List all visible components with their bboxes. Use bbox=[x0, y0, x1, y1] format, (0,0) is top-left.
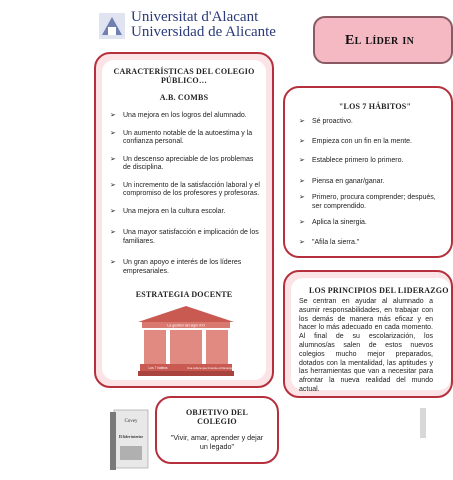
habits-title-text: "LOS 7 HÁBITOS" bbox=[338, 102, 412, 111]
characteristics-title-line2: PÚBLICO… bbox=[160, 76, 208, 85]
principles-panel-inner bbox=[291, 278, 451, 393]
characteristics-panel bbox=[94, 52, 274, 388]
characteristics-title-line1: CARACTERÍSTICAS DEL COLEGIO bbox=[113, 67, 255, 76]
temple-base-left-label: Los 7 hábitos bbox=[148, 365, 168, 370]
university-name-spanish: Universidad de Alicante bbox=[131, 24, 276, 40]
list-item: ➢ Empieza con un fin en la mente. bbox=[299, 138, 439, 147]
banner-title: El líder in bbox=[345, 33, 415, 48]
title-banner bbox=[313, 16, 453, 64]
principles-panel bbox=[283, 270, 453, 398]
objective-title-line2: COLEGIO bbox=[197, 417, 237, 426]
temple-pillar-center bbox=[170, 330, 202, 364]
habits-list bbox=[299, 118, 439, 256]
temple-pillar-left bbox=[144, 330, 166, 364]
cropped-graphic-edge bbox=[420, 408, 426, 438]
book-title: El líder interior bbox=[118, 435, 144, 439]
list-item: ➢ Establece primero lo primero. bbox=[299, 157, 439, 166]
book-cover-image bbox=[110, 408, 150, 470]
list-item: ➢ Un aumento notable de la autoestima y la confianza personal. bbox=[110, 130, 260, 147]
list-item: ➢ Aplica la sinergia. bbox=[299, 219, 439, 228]
characteristics-list bbox=[110, 112, 260, 276]
habits-title bbox=[325, 102, 425, 111]
principles-body: Se centran en ayudar al alumnado a asumir responsabilidades, en trabajar con los demás de manera más eficaz y en hacer lo más adecuado en cada momento. Al final de su escolarización, los alumnos/as salen de estos nuevos colegios mucho mejor preparados, dotados con la mentalidad, las aptitudes y las herramientas que van a necesitar para afrontar la nueva realidad del mundo actual. bbox=[299, 298, 433, 393]
list-item: ➢ Un incremento de la satisfacción laboral y el compromiso de los profesores y profesoras. bbox=[110, 182, 260, 199]
list-item: ➢ Un descenso apreciable de los problemas de disciplina. bbox=[110, 156, 260, 173]
strategy-temple-diagram bbox=[136, 304, 236, 378]
university-emblem-icon bbox=[99, 13, 125, 39]
temple-roof bbox=[138, 306, 234, 322]
list-item: ➢ Un gran apoyo e interés de los líderes empresariales. bbox=[110, 259, 260, 276]
book-author: Covey bbox=[124, 419, 138, 424]
list-item: ➢ Primero, procura comprender; después, ser comprendido. bbox=[299, 194, 439, 211]
temple-pillar-right bbox=[206, 330, 228, 364]
list-item: ➢ Una mejora en los logros del alumnado. bbox=[110, 112, 260, 121]
objective-title bbox=[157, 408, 277, 426]
habits-panel bbox=[283, 86, 453, 258]
list-item: ➢ Sé proactivo. bbox=[299, 118, 439, 127]
objective-title-line1: OBJETIVO DEL bbox=[185, 408, 249, 417]
characteristics-title bbox=[102, 67, 266, 85]
characteristics-panel-inner bbox=[102, 60, 266, 380]
characteristics-subtitle: A.B. COMBS bbox=[159, 93, 209, 102]
list-item: ➢ Una mayor satisfacción e implicación de los familiares. bbox=[110, 229, 260, 246]
strategy-title: ESTRATEGIA DOCENTE bbox=[135, 290, 233, 299]
principles-title: LOS PRINCIPIOS DEL LIDERAZGO bbox=[309, 286, 449, 295]
university-name-valencian: Universitat d'Alacant bbox=[131, 9, 259, 25]
temple-base-right-label: Una cultura que fomente el liderazgo bbox=[187, 365, 233, 370]
list-item: ➢ "Afila la sierra." bbox=[299, 239, 439, 248]
list-item: ➢ Piensa en ganar/ganar. bbox=[299, 178, 439, 187]
temple-top-label: La gestión del siglo XXI bbox=[167, 323, 205, 328]
university-logo[interactable] bbox=[131, 10, 276, 40]
list-item: ➢ Una mejora en la cultura escolar. bbox=[110, 208, 260, 217]
objective-panel bbox=[155, 396, 279, 464]
objective-quote: "Vivir, amar, aprender y dejar un legado" bbox=[170, 433, 264, 451]
